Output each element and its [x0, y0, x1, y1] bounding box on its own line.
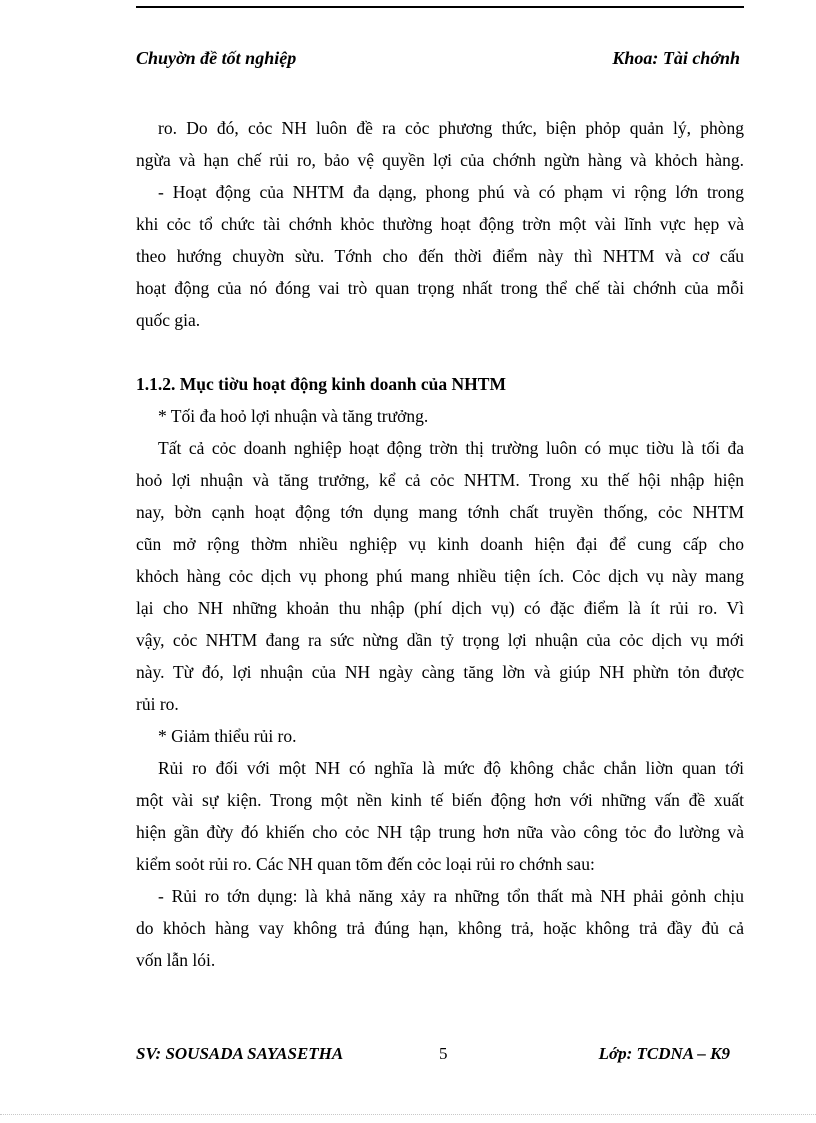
text-line: vậy, cỏc NHTM đang ra sức nừng dần tỷ trọng lợi nhuận của cỏc dịch vụ mới: [136, 630, 744, 650]
text-line: Rủi ro đối với một NH có nghĩa là mức độ không chắc chắn liờn quan tới: [158, 758, 744, 778]
text-line: kiểm soỏt rủi ro. Các NH quan tõm đến cỏc loại rủi ro chớnh sau:: [136, 854, 595, 874]
text-line: hoạt động của nó đóng vai trò quan trọng nhất trong thể chế tài chớnh của mỗi: [136, 278, 744, 298]
footer-student: SV: SOUSADA SAYASETHA: [136, 1044, 344, 1063]
text-line: theo hướng chuyờn sừu. Tớnh cho đến thời điểm này thì NHTM và cơ cấu: [136, 246, 744, 266]
text-line: * Tối đa hoỏ lợi nhuận và tăng trưởng.: [158, 406, 429, 426]
text-line: khỏch hàng cỏc dịch vụ phong phú mang nhiều tiện ích. Cỏc dịch vụ này mang: [136, 566, 744, 586]
text-line: ngừa và hạn chế rủi ro, bảo vệ quyền lợi của chớnh ngừn hàng và khỏch hàng.: [136, 150, 744, 170]
text-line: cũn mở rộng thờm nhiều nghiệp vụ kinh doanh hiện đại để cung cấp cho: [136, 534, 744, 554]
text-line: rủi ro.: [136, 694, 179, 714]
document-body: [136, 112, 744, 976]
page-footer: [136, 1044, 744, 1068]
footer-class: Lớp: TCDNA – K9: [598, 1044, 730, 1063]
text-line: hoỏ lợi nhuận và tăng trưởng, kể cả cỏc NHTM. Trong xu thế hội nhập hiện: [136, 470, 744, 490]
text-line: vốn lẫn lói.: [136, 950, 216, 970]
page-number: 5: [439, 1044, 448, 1063]
text-line: do khỏch hàng vay không trả đúng hạn, không trả, hoặc không trả đầy đủ cả: [136, 918, 744, 938]
text-line: hiện gần đừy đó khiến cho cỏc NH tập trung hơn nữa vào công tỏc đo lường và: [136, 822, 744, 842]
text-line: * Giảm thiểu rủi ro.: [158, 726, 297, 746]
page-bottom-border: [0, 1114, 816, 1115]
text-line: một vài sự kiện. Trong một nền kinh tế biến động hơn với những vấn đề xuất: [136, 790, 744, 810]
header-right: Khoa: Tài chớnh: [612, 48, 740, 68]
text-line: - Rủi ro tớn dụng: là khả năng xảy ra những tổn thất mà NH phải gỏnh chịu: [158, 886, 744, 906]
paragraph-gap: [136, 336, 744, 368]
text-line: - Hoạt động của NHTM đa dạng, phong phú và có phạm vi rộng lớn trong: [158, 182, 744, 202]
text-line: Tất cả cỏc doanh nghiệp hoạt động trờn thị trường luôn có mục tiờu là tối đa: [158, 438, 744, 458]
header-rule: [136, 6, 744, 8]
header-left: Chuyờn đề tốt nghiệp: [136, 48, 297, 68]
section-heading: 1.1.2. Mục tiờu hoạt động kinh doanh của NHTM: [136, 374, 506, 394]
text-line: lại cho NH những khoản thu nhập (phí dịch vụ) có đặc điểm là ít rủi ro. Vì: [136, 598, 744, 618]
text-line: quốc gia.: [136, 310, 201, 330]
text-line: nay, bờn cạnh hoạt động tớn dụng mang tớnh chất truyền thống, cỏc NHTM: [136, 502, 744, 522]
text-line: khi cỏc tổ chức tài chớnh khỏc thường hoạt động trờn một vài lĩnh vực hẹp và: [136, 214, 744, 234]
text-line: này. Từ đó, lợi nhuận của NH ngày càng tăng lờn và giúp NH phừn tỏn được: [136, 662, 744, 682]
text-line: ro. Do đó, cỏc NH luôn đề ra cỏc phương thức, biện phỏp quản lý, phòng: [158, 118, 744, 138]
page-header: [136, 48, 744, 72]
